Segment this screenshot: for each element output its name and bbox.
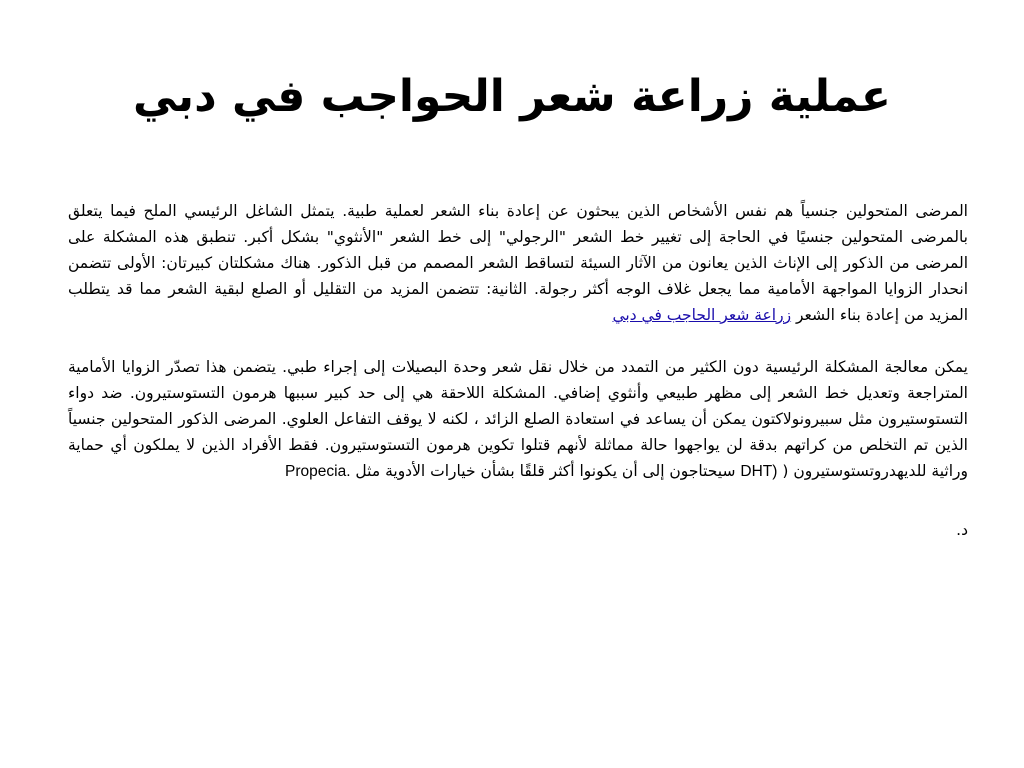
dht-term: DHT) [740, 463, 778, 480]
content-body [68, 198, 968, 543]
paragraph-1-text: المرضى المتحولين جنسياً هم نفس الأشخاص الذين يبحثون عن إعادة بناء الشعر لعملية طبية. يتمثل الشاغل الرئيسي الملح فيما يتعلق بالمرضى المتحولين جنسيًا في الحاجة إلى تغيير خط الشعر "الرجولي" إلى خط الشعر "الأنثوي" بشكل أكبر. تنطبق هذه المشكلة على المرضى من الذكور إلى الإناث الذين يعانون من الآثار السيئة لتساقط الشعر المصمم من قبل الذكور. هناك مشكلتان كبيرتان: الأولى تتضمن انحدار الزوايا المواجهة الأمامية مما يجعل غلاف الوجه أكثر رجولة. الثانية: تتضمن المزيد من التقليل أو الصلع لبقية الشعر مما قد يتطلب المزيد من إعادة بناء الشعر [68, 202, 968, 324]
paragraph-2-text-middle: سيحتاجون إلى أن يكونوا أكثر قلقًا بشأن خيارات الأدوية مثل [350, 462, 741, 480]
propecia-term: Propecia. [285, 463, 351, 480]
page-title: عملية زراعة شعر الحواجب في دبي [133, 71, 891, 122]
paragraph-2-text: يمكن معالجة المشكلة الرئيسية دون الكثير من التمدد من خلال نقل شعر وحدة البصيلات إلى إجراء طبي. يتضمن هذا تصدّر الزوايا الأمامية المتراجعة وتعديل خط الشعر إلى مظهر طبيعي وأنثوي إضافي. المشكلة اللاحقة هي إلى حد كبير سببها هرمون التستوستيرون. ضد دواء التستوستيرون مثل سبيرونولاكتون يمكن أن يساعد في استعادة الصلع الزائد ، لكنه لا يوقف التفاعل العلوي. المرضى الذكور المتحولين جنسياً الذين تم التخلص من كراتهم بدقة لن يواجهوا حالة مماثلة لأنهم قتلوا تكوين هرمون التستوستيرون. فقط الأفراد الذين لا يملكون أي حماية وراثية للديهدروتستوستيرون ( [68, 358, 968, 480]
paragraph-1 [68, 198, 968, 328]
eyebrow-transplant-link[interactable]: زراعة شعر الحاجب في دبي [612, 306, 792, 324]
paragraph-2 [68, 354, 968, 485]
paragraph-3: د. [956, 521, 968, 539]
